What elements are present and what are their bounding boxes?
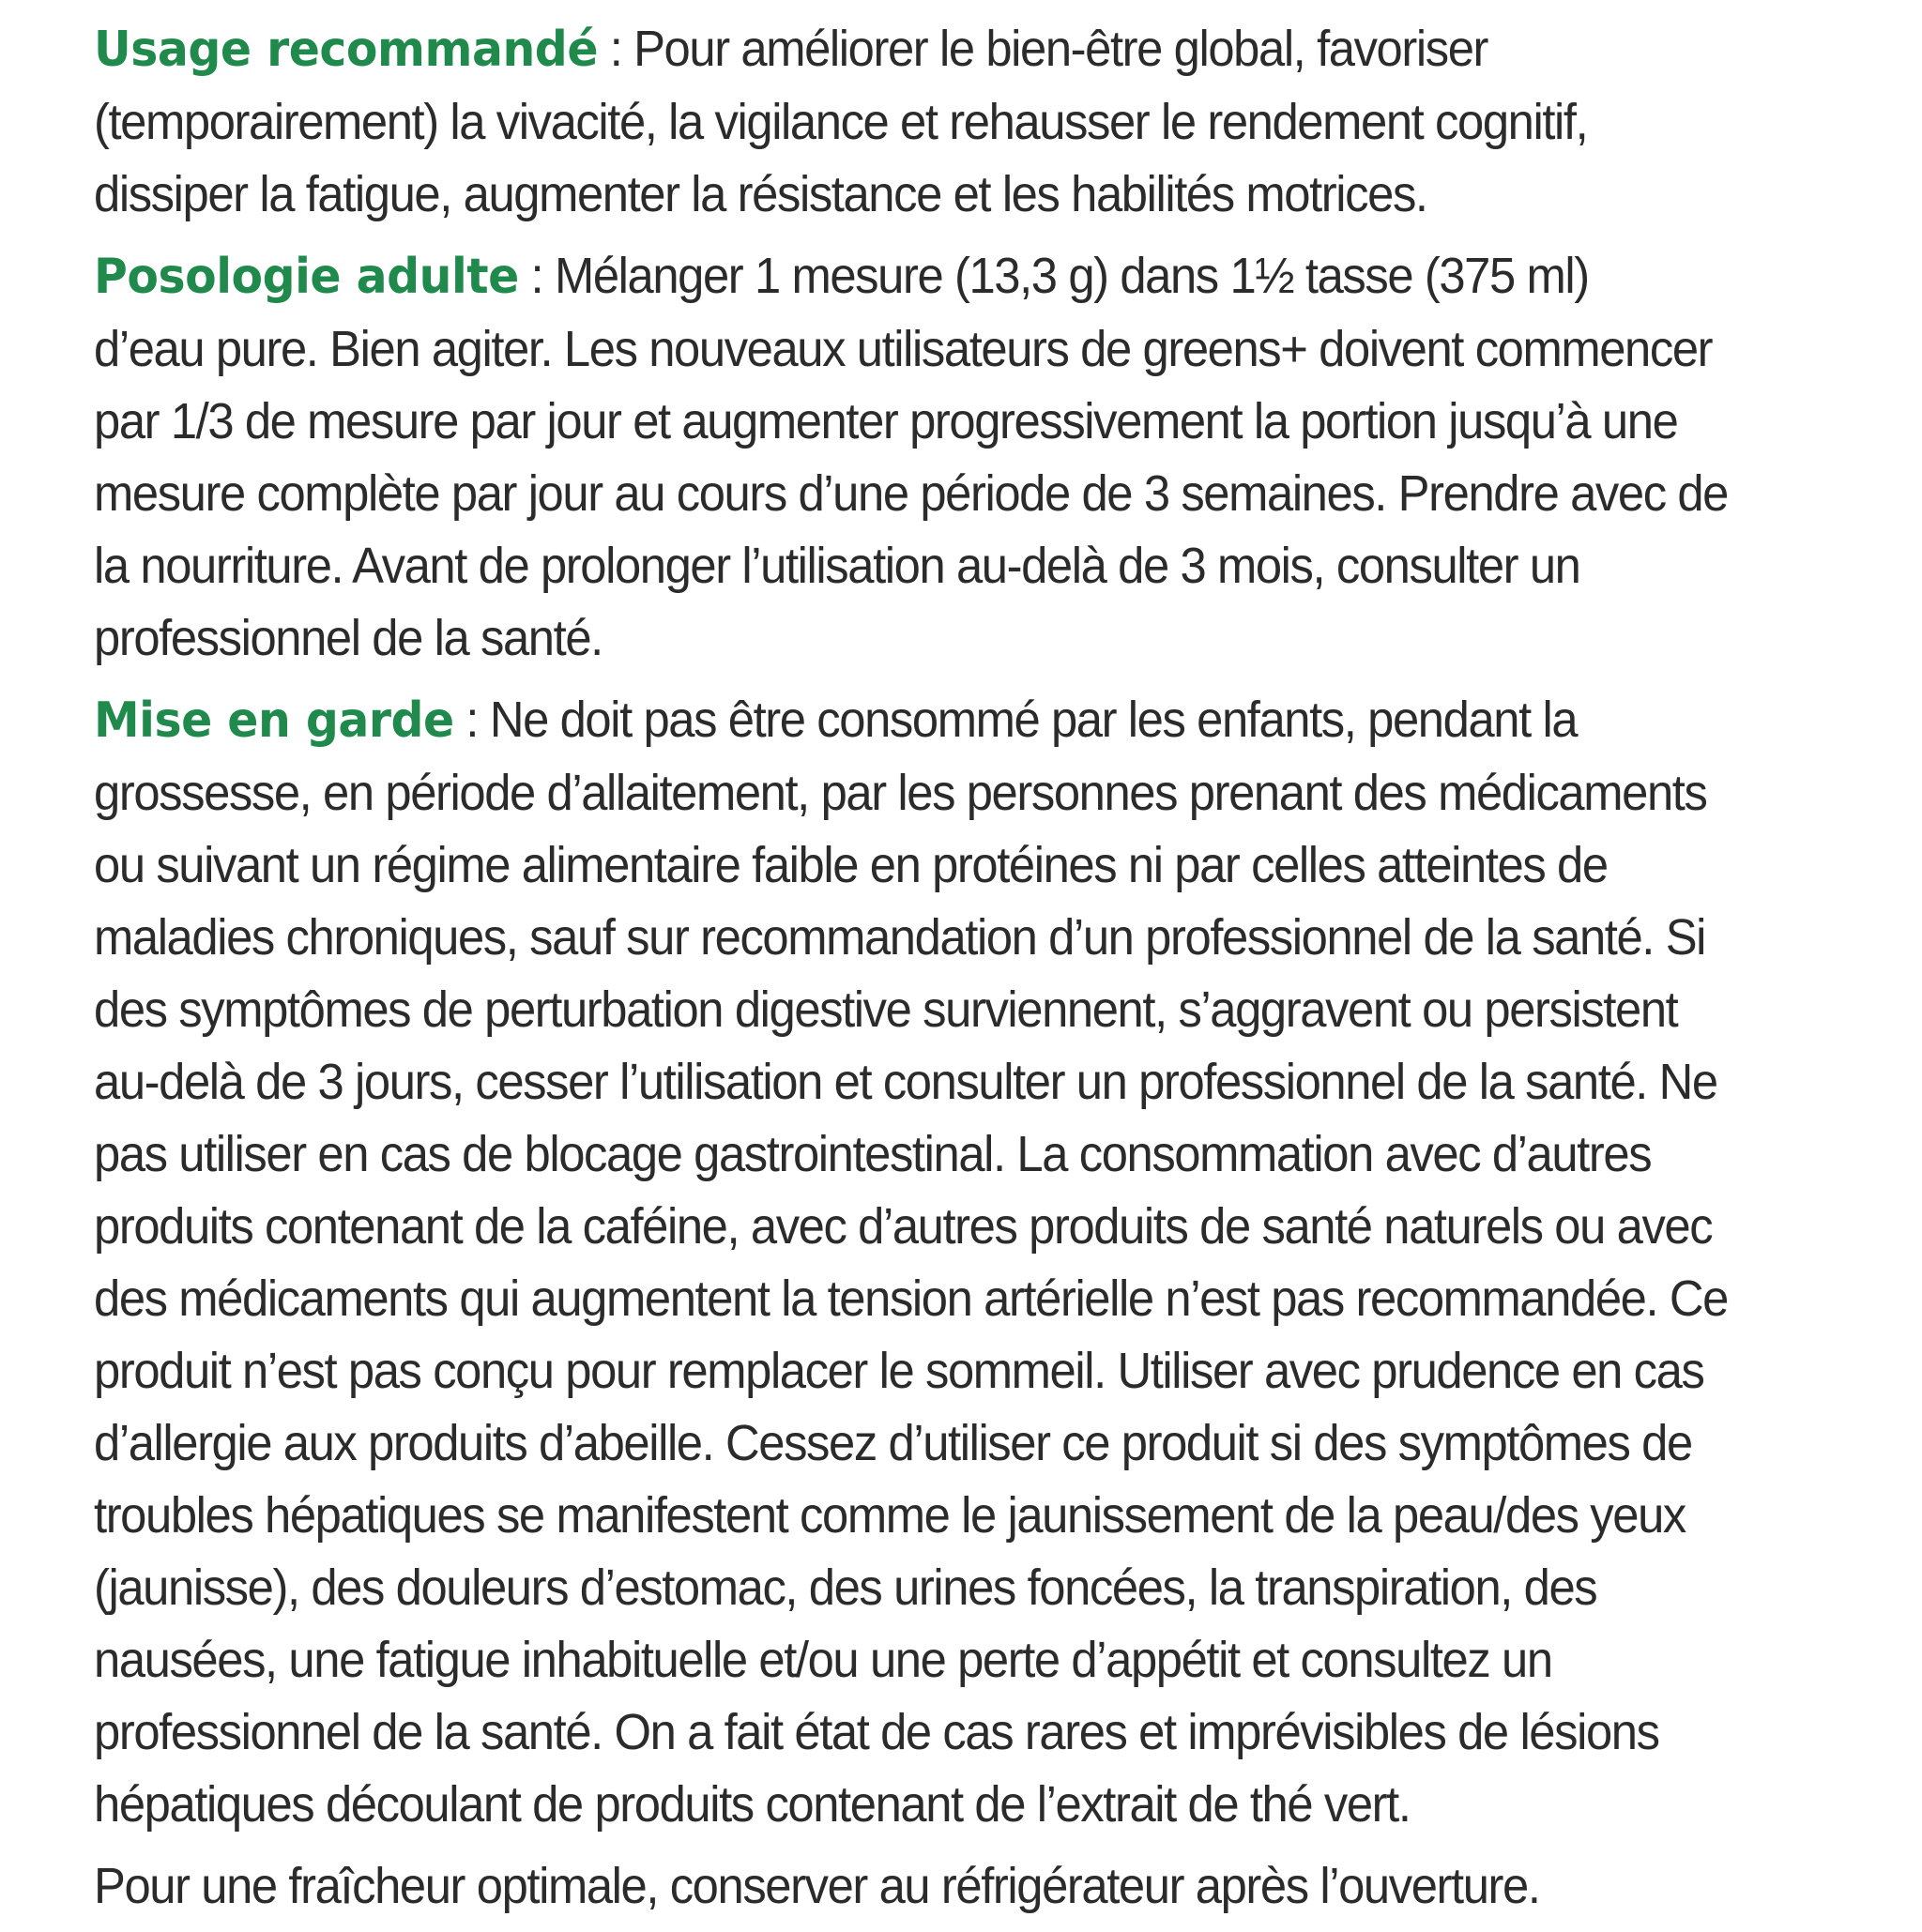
storage-line: Pour une fraîcheur optimale, conserver au réfrigérateur après l’ouverture. [94,1858,1540,1914]
usage-line-1: Usage recommandé : Pour améliorer le bien-être global, favoriser [94,21,1488,78]
mise-en-garde-line: produit n’est pas conçu pour remplacer le sommeil. Utiliser avec prudence en cas [94,1343,1704,1399]
usage-line: dissiper la fatigue, augmenter la résistance et les habilités motrices. [94,166,1427,222]
posologie-line: par 1/3 de mesure par jour et augmenter progressivement la portion jusqu’à une [94,393,1678,449]
mise-en-garde-separator: : [453,692,490,748]
mise-en-garde-line: professionnel de la santé. On a fait état de cas rares et imprévisibles de lésions [94,1704,1659,1760]
posologie-line: professionnel de la santé. [94,610,603,666]
mise-en-garde-line-1: Mise en garde : Ne doit pas être consommé par les enfants, pendant la [94,692,1578,749]
posologie-label: Posologie adulte [94,249,519,305]
usage-label: Usage recommandé [94,22,599,78]
mise-en-garde-line: produits contenant de la caféine, avec d’autres produits de santé naturels ou avec [94,1198,1713,1255]
mise-en-garde-label: Mise en garde [94,692,454,749]
mise-en-garde-line: des symptômes de perturbation digestive surviennent, s’aggravent ou persistent [94,981,1678,1038]
posologie-line: mesure complète par jour au cours d’une période de 3 semaines. Prendre avec de [94,465,1729,522]
mise-en-garde-line: pas utiliser en cas de blocage gastrointestinal. La consommation avec d’autres [94,1126,1652,1182]
product-label-text [94,13,1877,1932]
usage-paragraph [94,13,1876,231]
posologie-separator: : [518,248,555,304]
posologie-paragraph [94,240,1876,675]
mise-en-garde-line: ou suivant un régime alimentaire faible en protéines ni par celles atteintes de [94,837,1608,893]
mise-en-garde-line: des médicaments qui augmentent la tension artérielle n’est pas recommandée. Ce [94,1270,1728,1327]
mise-en-garde-line: maladies chroniques, sauf sur recommandation d’un professionnel de la santé. Si [94,909,1706,966]
mise-en-garde-line: d’allergie aux produits d’abeille. Cessez d’utiliser ce produit si des symptômes de [94,1415,1692,1471]
mise-en-garde-line: nausées, une fatigue inhabituelle et/ou une perte d’appétit et consultez un [94,1632,1552,1688]
usage-separator: : [598,21,634,77]
mise-en-garde-line: grossesse, en période d’allaitement, par les personnes prenant des médicaments [94,765,1707,821]
mise-en-garde-line: troubles hépatiques se manifestent comme le jaunissement de la peau/des yeux [94,1487,1686,1544]
mise-en-garde-line: (jaunisse), des douleurs d’estomac, des urines foncées, la transpiration, des [94,1559,1597,1616]
posologie-line-1: Posologie adulte : Mélanger 1 mesure (13,3 g) dans 1½ tasse (375 ml) [94,248,1589,305]
usage-line: (temporairement) la vivacité, la vigilance et rehausser le rendement cognitif, [94,94,1588,150]
posologie-line: d’eau pure. Bien agiter. Les nouveaux utilisateurs de greens+ doivent commencer [94,321,1713,377]
mise-en-garde-line: hépatiques découlant de produits contenant de l’extrait de thé vert. [94,1776,1411,1833]
mise-en-garde-paragraph [94,684,1876,1841]
posologie-line: la nourriture. Avant de prolonger l’utilisation au-delà de 3 mois, consulter un [94,538,1580,594]
mise-en-garde-line: au-delà de 3 jours, cesser l’utilisation et consulter un professionnel de la santé. Ne [94,1054,1717,1110]
storage-paragraph [94,1850,1876,1923]
